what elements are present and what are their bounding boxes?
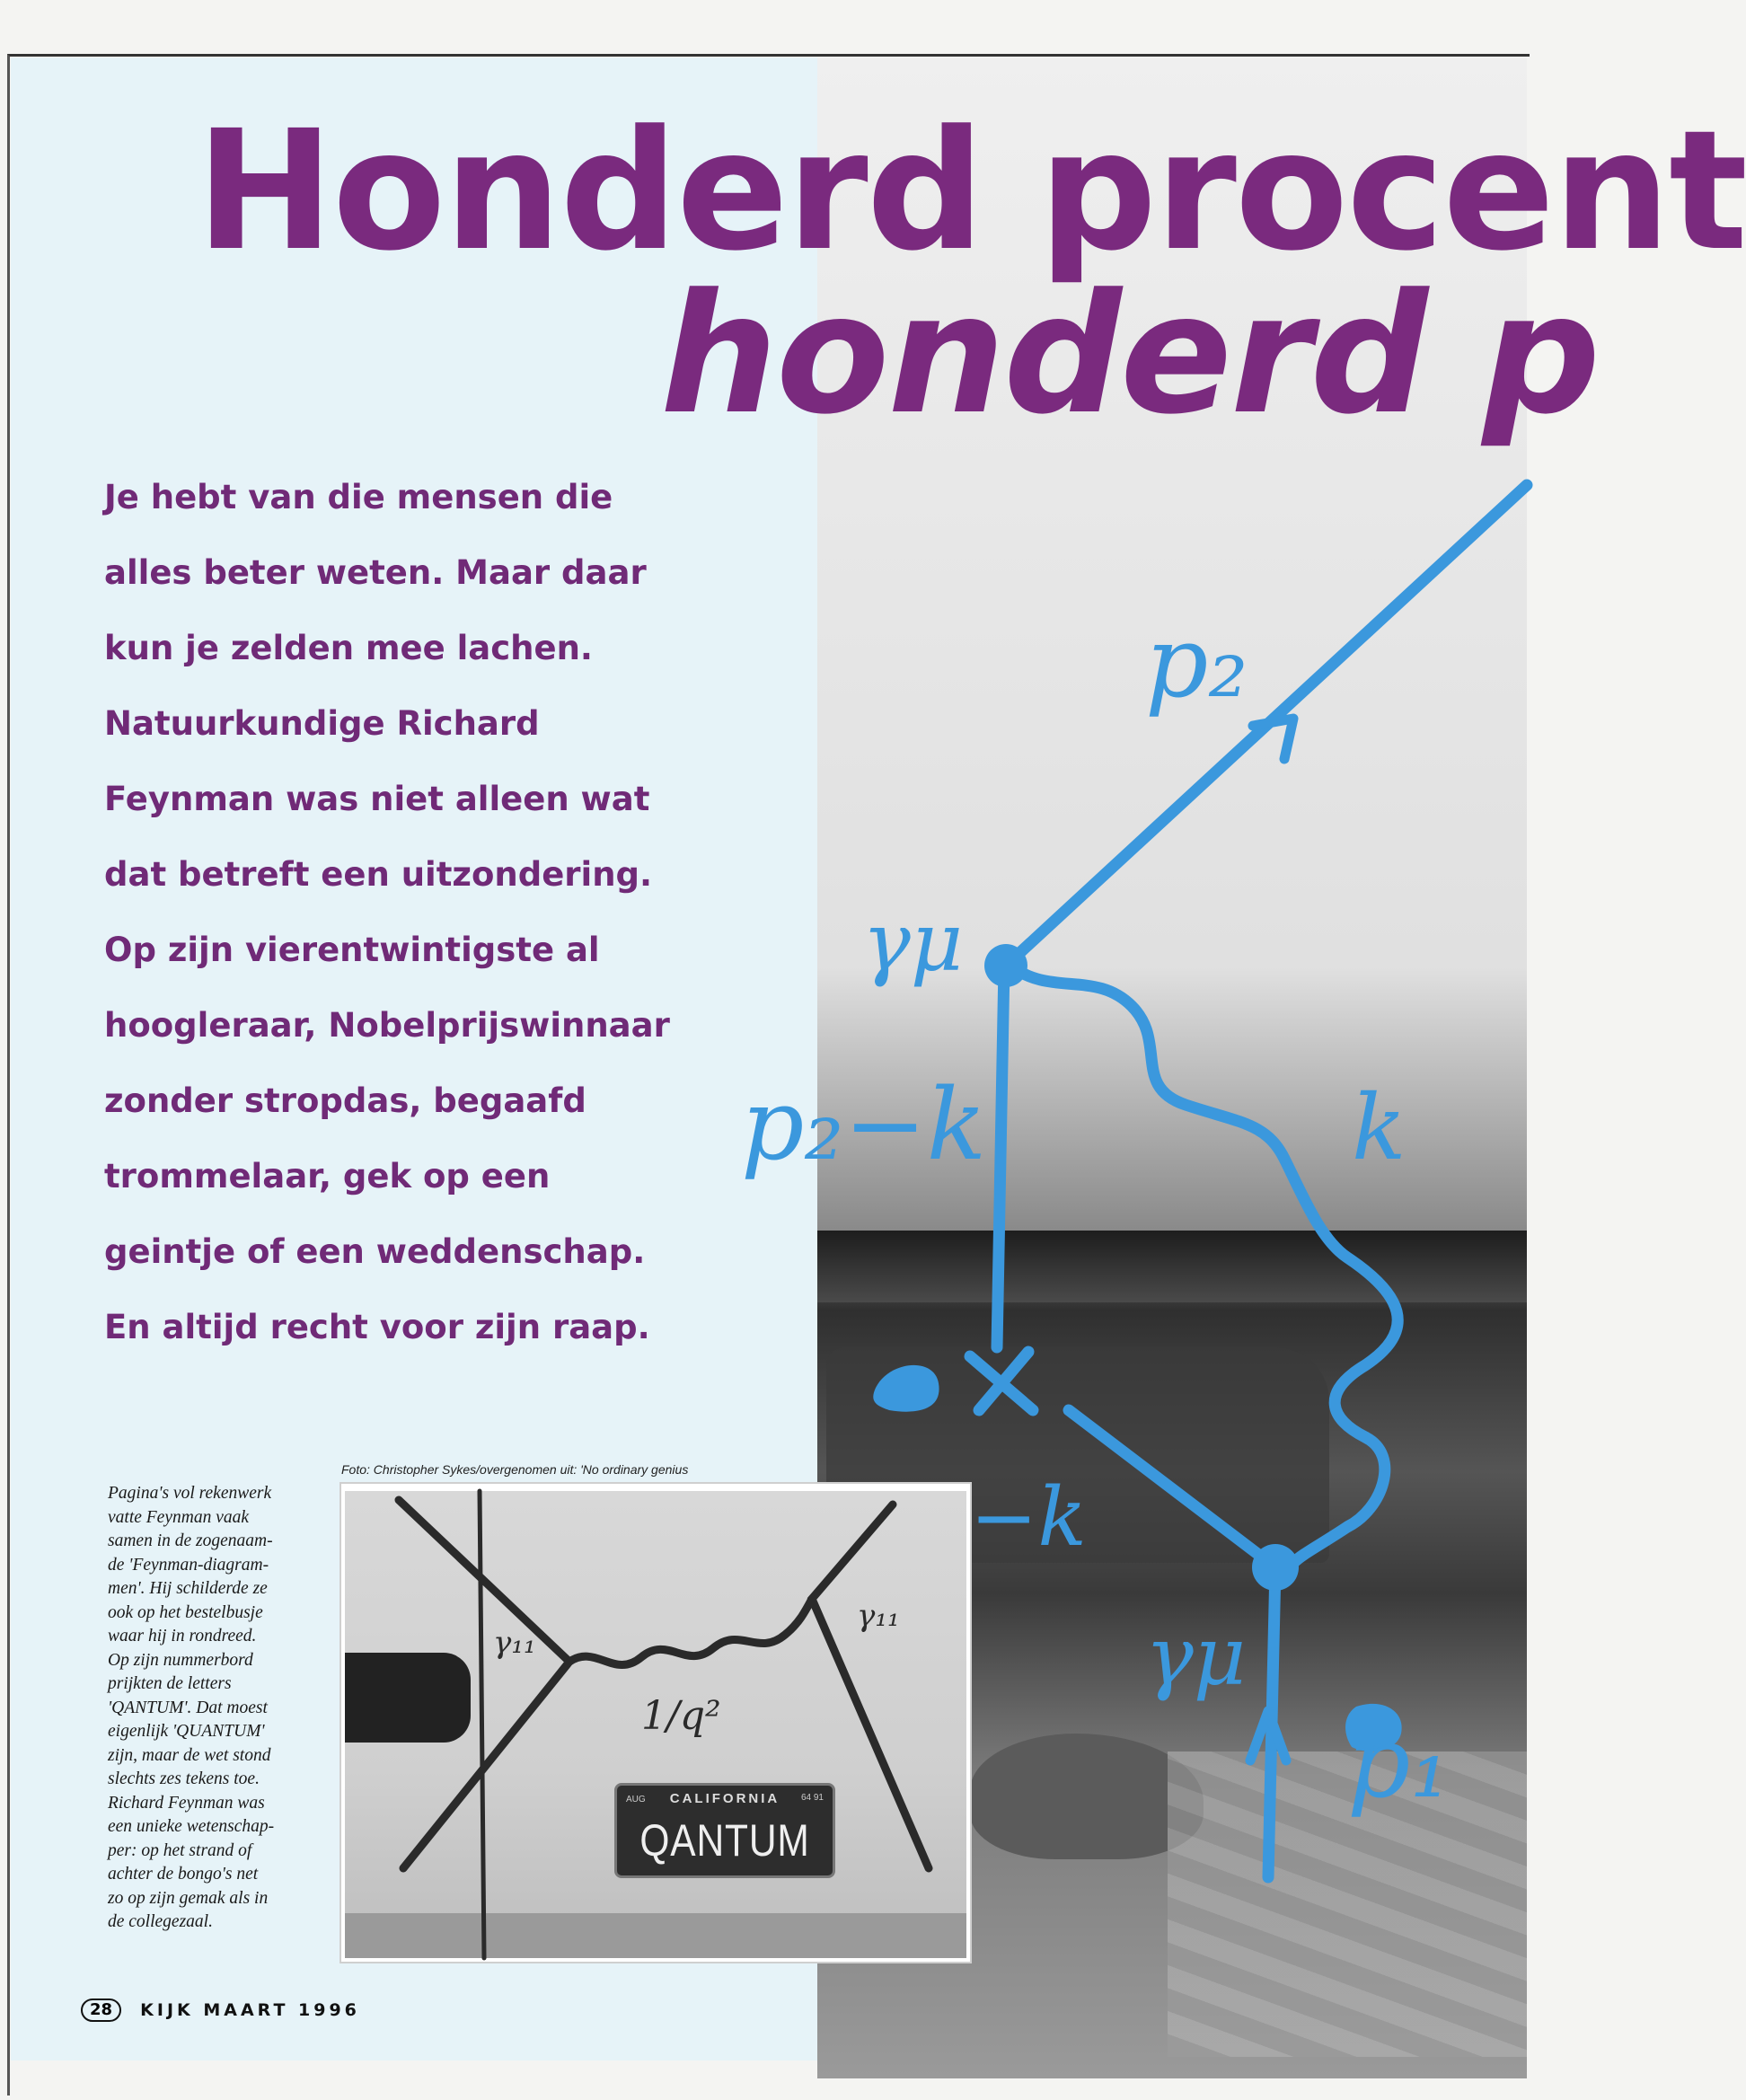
caption-line: men'. Hij schilderde ze <box>108 1579 268 1598</box>
diagram-vertex-bottom <box>1252 1544 1299 1591</box>
van-label-propagator: 1/q² <box>641 1693 721 1739</box>
caption-line: vatte Feynman vaak <box>108 1507 250 1527</box>
van-diagram-photon <box>569 1599 812 1665</box>
intro-line: alles beter weten. Maar daar <box>104 553 647 592</box>
van-feynman-diagram <box>345 1491 966 1958</box>
intro-paragraph <box>104 460 778 1365</box>
caption-line: de collegezaal. <box>108 1912 213 1931</box>
intro-line: Feynman was niet alleen wat <box>104 780 650 818</box>
label-gamma-mu-bottom: γμ <box>1145 1610 1247 1704</box>
page-footer <box>81 1999 360 2025</box>
label-p1: p₁ <box>1347 1705 1451 1820</box>
photo-caption <box>108 1482 314 1935</box>
label-minus-k: −k <box>970 1470 1087 1565</box>
caption-line: zijn, maar de wet stond <box>108 1745 271 1765</box>
intro-line: geintje of een weddenschap. <box>104 1232 646 1271</box>
plate-year-sticker: 64 91 <box>800 1793 824 1803</box>
intro-line: zonder stropdas, begaafd <box>104 1081 586 1120</box>
caption-line: de 'Feynman-diagram- <box>108 1555 269 1575</box>
intro-line: dat betreft een uitzondering. <box>104 855 653 894</box>
headline-line-1: Honderd procent <box>196 95 1746 287</box>
intro-line: trommelaar, gek op een <box>104 1157 551 1196</box>
diagram-x-mark <box>970 1352 1033 1410</box>
intro-line: Op zijn vierentwintigste al <box>104 931 600 969</box>
diagram-vertex-top <box>984 944 1027 987</box>
photo-credit: Foto: Christopher Sykes/overgenomen uit: 'No ordinary genius <box>341 1462 689 1477</box>
caption-line: zo op zijn gemak als in <box>108 1888 269 1908</box>
caption-line: achter de bongo's net <box>108 1865 259 1884</box>
intro-line: Je hebt van die mensen die <box>104 478 613 516</box>
label-k: k <box>1352 1075 1406 1180</box>
van-photo <box>345 1491 966 1958</box>
label-p2: p₂ <box>1145 604 1248 719</box>
plate-number: QANTUM <box>639 1815 810 1866</box>
van-label-gamma-right: γ₁₁ <box>857 1598 900 1634</box>
intro-line: Natuurkundige Richard <box>104 704 540 743</box>
caption-line: een unieke wetenschap- <box>108 1817 275 1836</box>
caption-line: samen in de zogenaam- <box>108 1531 273 1550</box>
diagram-line-p2-k <box>997 966 1004 1347</box>
diagram-blob <box>873 1365 939 1412</box>
caption-line: eigenlijk 'QUANTUM' <box>108 1722 265 1741</box>
caption-line: per: op het strand of <box>108 1840 252 1860</box>
magazine-issue: KIJK MAART 1996 <box>140 2000 360 2020</box>
page-number: 28 <box>81 1999 121 2022</box>
plate-month-sticker: AUG <box>626 1795 646 1804</box>
diagram-line-lower <box>1069 1410 1275 1567</box>
label-p2-minus-k: p₂−k <box>741 1067 987 1182</box>
label-gamma-mu-top: γμ <box>862 896 964 990</box>
intro-line: hoogleraar, Nobelprijswinnaar <box>104 1006 670 1045</box>
van-antenna <box>480 1491 484 1958</box>
caption-line: prijkten de letters <box>108 1674 232 1693</box>
caption-line: Richard Feynman was <box>108 1793 265 1813</box>
headline-line-2: honderd p <box>660 259 1600 451</box>
caption-line: ook op het bestelbusje <box>108 1602 263 1622</box>
license-plate <box>614 1783 835 1878</box>
intro-line: En altijd recht voor zijn raap. <box>104 1308 650 1346</box>
caption-line: waar hij in rondreed. <box>108 1627 257 1646</box>
intro-line: kun je zelden mee lachen. <box>104 629 593 667</box>
caption-line: Op zijn nummerbord <box>108 1650 253 1670</box>
caption-line: Pagina's vol rekenwerk <box>108 1484 272 1503</box>
caption-line: slechts zes tekens toe. <box>108 1769 260 1788</box>
inset-photo-frame <box>341 1484 970 1962</box>
caption-line: 'QANTUM'. Dat moest <box>108 1698 268 1717</box>
van-label-gamma-left: γ₁₁ <box>493 1625 536 1661</box>
plate-state: CALIFORNIA <box>669 1791 780 1806</box>
